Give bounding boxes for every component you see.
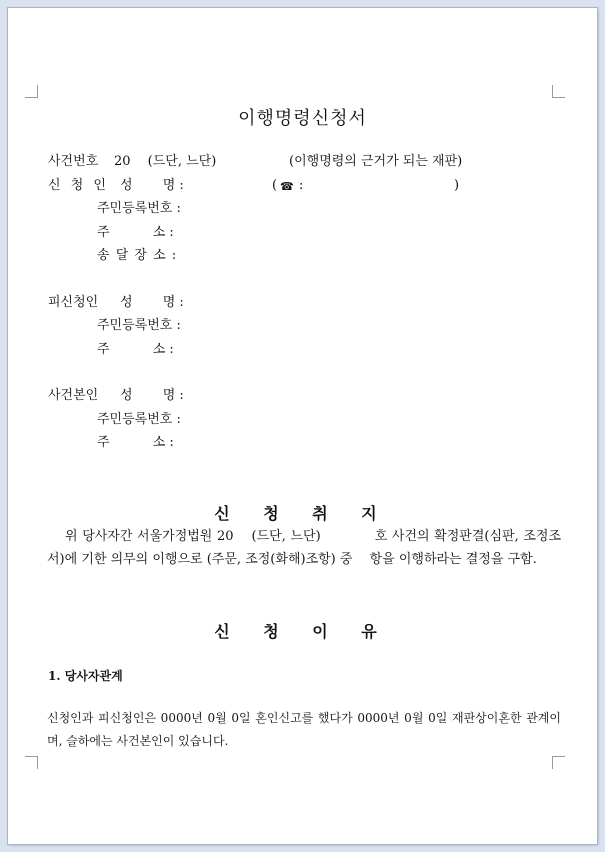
- applicant-phone-open: (: [272, 178, 278, 193]
- section1-title: 1. 당사자관계: [48, 669, 123, 683]
- principal-address-label: 주 소 :: [97, 435, 174, 450]
- crop-mark-bottom-left: [25, 756, 38, 769]
- case-number-label: 사건번호: [48, 154, 99, 169]
- applicant-phone-colon: :: [299, 178, 304, 193]
- applicant-name-label: 성 명 :: [120, 178, 184, 193]
- respondent-rrn-label: 주민등록번호 :: [97, 318, 181, 333]
- principal-name-label: 성 명 :: [120, 388, 184, 403]
- applicant-role: 신 청 인: [48, 178, 109, 193]
- purpose-heading: 신 청 취 지: [214, 504, 391, 523]
- case-number-note: (이행명령의 근거가 되는 재판): [289, 154, 463, 169]
- respondent-role: 피신청인: [48, 295, 99, 310]
- applicant-service-label: 송 달 장 소 :: [97, 248, 178, 263]
- crop-mark-top-right: [552, 85, 565, 98]
- crop-mark-top-left: [25, 85, 38, 98]
- crop-mark-bottom-right: [552, 756, 565, 769]
- principal-role: 사건본인: [48, 388, 99, 403]
- telephone-icon: ☎: [280, 180, 294, 193]
- document-title: 이행명령신청서: [238, 108, 367, 129]
- principal-rrn-label: 주민등록번호 :: [97, 412, 181, 427]
- case-number-value: 20 (드단, 느단): [114, 154, 217, 169]
- applicant-rrn-label: 주민등록번호 :: [97, 201, 181, 216]
- respondent-name-label: 성 명 :: [120, 295, 184, 310]
- applicant-phone-close: ): [454, 178, 460, 193]
- section1-text: 신청인과 피신청인은 0000년 0월 0일 혼인신고를 했다가 0000년 0월 0일 재판상이혼한 관계이며, 슬하에는 사건본인이 있습니다.: [47, 711, 561, 748]
- purpose-text: 위 당사자간 서울가정법원 20 (드단, 느단) 호 사건의 확정판결(심판, 조정조서)에 기한 의무의 이행으로 (주문, 조정(화해)조항) 중 항을 이행하라는 결정을 구함.: [47, 529, 561, 567]
- respondent-address-label: 주 소 :: [97, 342, 174, 357]
- applicant-address-label: 주 소 :: [97, 225, 174, 240]
- reason-heading: 신 청 이 유: [214, 622, 391, 641]
